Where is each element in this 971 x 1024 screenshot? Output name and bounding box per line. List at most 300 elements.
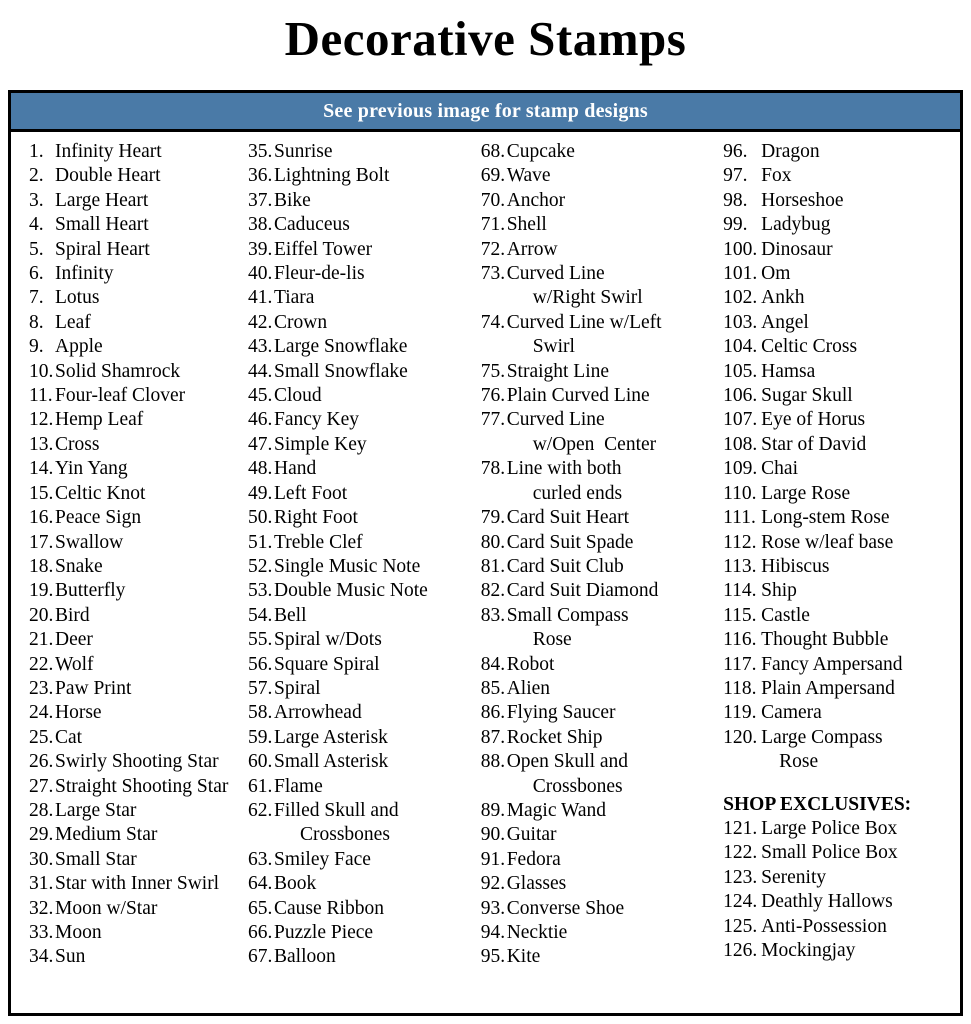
list-item-number: 3. [29, 189, 44, 211]
list-item-label: Large Police Box [761, 817, 898, 839]
list-frame [8, 90, 963, 1016]
list-item-label: Thought Bubble [761, 629, 889, 651]
list-item [481, 921, 723, 945]
list-item-number: 13. [29, 433, 54, 455]
list-item-label: Cloud [274, 385, 322, 407]
list-item-number: 56. [248, 653, 273, 675]
list-item [481, 701, 723, 725]
list-item-label: Bell [274, 604, 307, 626]
list-item [29, 531, 248, 555]
list-item-label: Spiral Heart [55, 238, 150, 260]
list-item-number: 49. [248, 482, 273, 504]
list-item [723, 360, 950, 384]
list-item-label: Leaf [55, 311, 91, 333]
list-item [481, 799, 723, 823]
list-item-label: Paw Print [55, 677, 132, 699]
list-item-label: Large Snowflake [274, 336, 408, 358]
list-item-label: Card Suit Club [506, 555, 624, 577]
list-item-number: 34. [29, 946, 54, 968]
list-item [248, 311, 481, 335]
list-item [723, 653, 950, 677]
list-item-label: Smiley Face [274, 848, 371, 870]
list-item-number: 69. [480, 165, 506, 187]
list-item-label: Balloon [274, 946, 336, 968]
list-item-number: 6. [29, 263, 44, 285]
list-item-number: 54. [248, 604, 273, 626]
list-item-number: 15. [29, 482, 54, 504]
list-item-number: 20. [29, 604, 54, 626]
list-item [481, 531, 723, 555]
list-item [29, 799, 248, 823]
column-1 [21, 140, 248, 970]
list-item [248, 726, 481, 750]
list-item-label: Book [274, 873, 317, 895]
list-item-number: 109. [723, 458, 758, 480]
list-item-number: 18. [29, 555, 54, 577]
list-item [723, 433, 950, 457]
list-item-number: 16. [29, 507, 54, 529]
list-item [29, 921, 248, 945]
list-item-number: 19. [29, 580, 54, 602]
list-item [248, 628, 481, 652]
list-item-number: 96. [723, 141, 748, 162]
list-item-label: Serenity [761, 866, 827, 888]
list-item [248, 286, 481, 310]
list-item-number: 64. [248, 873, 273, 895]
list-item [29, 213, 248, 237]
list-item-number: 7. [29, 287, 44, 309]
list-item-label: Rocket Ship [506, 726, 603, 748]
list-item-label: Spiral [274, 677, 321, 699]
list-item-label: Wave [506, 165, 551, 187]
list-item-number: 92. [480, 873, 506, 895]
list-item-label: Long-stem Rose [761, 507, 890, 529]
list-item [481, 653, 723, 677]
list-item [29, 164, 248, 188]
list-item-label: Puzzle Piece [274, 922, 374, 943]
list-item-label: Ship [761, 580, 797, 602]
column-4 [723, 140, 950, 963]
list-item-label: Apple [55, 336, 103, 358]
list-item-label-continued: Swirl [532, 336, 575, 358]
list-item-label: Horse [55, 702, 102, 724]
list-item-label: Caduceus [274, 214, 350, 236]
list-item-label: Ladybug [761, 214, 831, 236]
list-item-number: 42. [248, 311, 273, 333]
list-item-label: Straight Line [506, 360, 610, 382]
list-item-label: Magic Wand [506, 799, 607, 821]
list-item-label: Converse Shoe [506, 897, 625, 919]
list-item-number: 77. [480, 409, 506, 431]
list-item [481, 848, 723, 872]
list-item [248, 506, 481, 530]
list-item-number: 115. [723, 604, 757, 626]
list-item-label: Hand [274, 458, 317, 480]
list-item-label: Moon [55, 922, 102, 943]
list-item-label: Bike [274, 189, 311, 211]
list-item-label: Four-leaf Clover [55, 385, 186, 407]
list-item-label-continued: Crossbones [300, 824, 390, 846]
list-item [481, 262, 723, 311]
list-item [248, 897, 481, 921]
list-item [481, 408, 723, 457]
list-item-label: Fedora [506, 848, 561, 870]
list-item-number: 36. [248, 165, 273, 187]
list-item-number: 17. [29, 531, 54, 553]
list-item-number: 98. [723, 189, 748, 211]
list-item-number: 35. [248, 141, 273, 162]
list-item-number: 70. [480, 189, 506, 211]
list-item [248, 775, 481, 799]
list-item [248, 433, 481, 457]
list-item-number: 45. [248, 385, 273, 407]
list-item-number: 89. [480, 799, 506, 821]
list-item-number: 2. [29, 165, 44, 187]
list-item [248, 555, 481, 579]
list-item-label: Plain Ampersand [761, 677, 895, 699]
list-item [723, 213, 950, 237]
list-item [723, 262, 950, 286]
list-item-label: Anchor [506, 189, 566, 211]
list-item-number: 29. [29, 824, 54, 846]
list-item-label: Simple Key [274, 433, 367, 455]
list-item-number: 117. [723, 653, 757, 675]
list-item-label: Large Heart [55, 189, 149, 211]
list-item [29, 238, 248, 262]
list-item-number: 87. [480, 726, 506, 748]
list-item [29, 384, 248, 408]
list-item-number: 111. [723, 507, 756, 529]
list-item-number: 47. [248, 433, 273, 455]
list-item-label: Hamsa [761, 360, 816, 382]
section-heading: SHOP EXCLUSIVES: [723, 793, 912, 815]
list-item-number: 52. [248, 555, 273, 577]
list-item [723, 604, 950, 628]
list-item-number: 62. [248, 799, 273, 821]
list-item-label: Lightning Bolt [274, 165, 390, 187]
list-item-label: Filled Skull and [274, 799, 399, 821]
list-item-label: Anti-Possession [761, 915, 887, 937]
list-item [481, 506, 723, 530]
list-item [723, 841, 950, 865]
list-item [29, 506, 248, 530]
list-item-number: 22. [29, 653, 54, 675]
list-item-label: Small Star [55, 848, 137, 870]
list-item-number: 116. [723, 629, 757, 651]
list-item-label: Kite [506, 946, 541, 968]
list-item-label: Hibiscus [761, 555, 830, 577]
list-item-number: 31. [29, 873, 54, 895]
list-item-number: 37. [248, 189, 273, 211]
list-item-label: Star of David [761, 433, 867, 455]
list-item-label: Robot [506, 653, 555, 675]
list-item-number: 26. [29, 751, 54, 773]
list-item [481, 579, 723, 603]
list-item-label: Flying Saucer [506, 702, 616, 724]
list-item-label: Ankh [761, 287, 805, 309]
list-item-number: 8. [29, 311, 44, 333]
list-item-label: Dinosaur [761, 238, 833, 260]
list-item-label: Guitar [506, 824, 557, 846]
list-item-number: 97. [723, 165, 748, 187]
list-item [29, 555, 248, 579]
list-item [723, 164, 950, 188]
list-item-number: 24. [29, 702, 54, 724]
list-item [723, 335, 950, 359]
list-item-number: 100. [723, 238, 758, 260]
list-item [481, 945, 723, 969]
list-item-number: 74. [480, 311, 506, 333]
list-item-number: 11. [29, 385, 53, 407]
list-item-label: Arrowhead [274, 702, 362, 724]
list-item [29, 701, 248, 725]
list-item [248, 848, 481, 872]
list-item [481, 164, 723, 188]
list-item [723, 506, 950, 530]
list-item-label: Star with Inner Swirl [55, 873, 220, 895]
list-item-number: 75. [480, 360, 506, 382]
list-item [481, 311, 723, 360]
list-item-label: Swallow [55, 531, 124, 553]
list-item-number: 50. [248, 507, 273, 529]
list-item-label: Lotus [55, 287, 100, 309]
list-item [248, 408, 481, 432]
list-item-label: Flame [274, 775, 323, 797]
list-item [248, 799, 481, 848]
list-item-number: 46. [248, 409, 273, 431]
list-item-label: Glasses [506, 873, 567, 895]
list-item [481, 140, 723, 164]
list-item-number: 112. [723, 531, 757, 553]
column-3 [481, 140, 723, 970]
list-item-label: Castle [761, 604, 810, 626]
list-item [723, 890, 950, 914]
list-item [29, 945, 248, 969]
list-item [248, 701, 481, 725]
list-item-label: Eiffel Tower [274, 238, 373, 260]
list-item-label: Right Foot [274, 507, 358, 529]
list-item [29, 653, 248, 677]
list-item-number: 48. [248, 458, 273, 480]
list-item-number: 67. [248, 946, 273, 968]
list-item-label: Sugar Skull [761, 385, 853, 407]
list-item [248, 238, 481, 262]
list-item-label: Spiral w/Dots [274, 629, 382, 651]
list-item-number: 28. [29, 799, 54, 821]
list-item-label: Small Snowflake [274, 360, 408, 382]
list-item-number: 121. [723, 817, 758, 839]
list-item-label: Deathly Hallows [761, 891, 893, 913]
list-item [248, 677, 481, 701]
list-item-label: Mockingjay [761, 940, 856, 961]
list-item [248, 750, 481, 774]
list-item [29, 482, 248, 506]
list-item [248, 164, 481, 188]
list-item [481, 555, 723, 579]
list-item-number: 14. [29, 458, 54, 480]
list-item-number: 68. [480, 141, 506, 162]
list-item-number: 66. [248, 922, 273, 943]
list-item [29, 408, 248, 432]
list-item [723, 311, 950, 335]
list-item-number: 91. [480, 848, 506, 870]
list-item [481, 604, 723, 653]
list-item-number: 23. [29, 677, 54, 699]
list-item-label: Deer [55, 629, 93, 651]
list-item [248, 653, 481, 677]
list-item-label: Solid Shamrock [55, 360, 181, 382]
list-item [481, 360, 723, 384]
list-item-label: Curved Line w/Left [506, 311, 662, 333]
list-item-number: 126. [723, 940, 758, 961]
list-item [248, 189, 481, 213]
list-item [248, 872, 481, 896]
list-item [29, 604, 248, 628]
list-item [481, 457, 723, 506]
list-item-label: Small Heart [55, 214, 149, 236]
list-item-number: 122. [723, 842, 758, 864]
list-item-number: 102. [723, 287, 758, 309]
list-item [723, 286, 950, 310]
list-item-number: 60. [248, 751, 273, 773]
list-item [29, 775, 248, 799]
list-item-label: Large Asterisk [274, 726, 388, 748]
list-item-number: 123. [723, 866, 758, 888]
list-item-number: 104. [723, 336, 758, 358]
list-item-number: 73. [480, 263, 506, 285]
list-item-label: Double Heart [55, 165, 161, 187]
list-item [29, 750, 248, 774]
list-item-label: Eye of Horus [761, 409, 866, 431]
list-item [29, 457, 248, 481]
list-item-label: Small Compass [506, 604, 629, 626]
list-item [723, 140, 950, 164]
list-item [481, 384, 723, 408]
list-item-label: Small Police Box [761, 842, 898, 864]
list-item-number: 27. [29, 775, 54, 797]
list-item [481, 823, 723, 847]
list-item [248, 945, 481, 969]
list-item-number: 72. [480, 238, 506, 260]
list-item [248, 579, 481, 603]
list-item-label: Card Suit Heart [506, 507, 630, 529]
list-item-number: 93. [480, 897, 506, 919]
list-item [723, 628, 950, 652]
list-item [481, 750, 723, 799]
list-item-label: Straight Shooting Star [55, 775, 229, 797]
list-item-number: 21. [29, 629, 54, 651]
list-item-label: Curved Line [506, 263, 605, 285]
list-item [481, 677, 723, 701]
list-item-label: Om [761, 263, 791, 285]
list-item [723, 579, 950, 603]
list-item [723, 677, 950, 701]
list-item-number: 103. [723, 311, 758, 333]
banner [11, 93, 960, 132]
list-item-label: Square Spiral [274, 653, 380, 675]
list-item-number: 108. [723, 433, 758, 455]
list-item [29, 872, 248, 896]
column-2 [248, 140, 481, 970]
list-item-label: Swirly Shooting Star [55, 751, 219, 773]
list-item [723, 555, 950, 579]
list-item-label: Snake [55, 555, 103, 577]
list-item [29, 726, 248, 750]
list-item-label: Plain Curved Line [506, 385, 650, 407]
list-item [723, 238, 950, 262]
page-title: Decorative Stamps [284, 11, 687, 66]
list-item-label: Shell [506, 214, 547, 236]
list-item-number: 25. [29, 726, 54, 748]
list-item-number: 30. [29, 848, 54, 870]
list-item-number: 85. [480, 677, 506, 699]
list-item-label: Large Star [55, 799, 137, 821]
list-item-label-continued: w/Right Swirl [532, 287, 643, 309]
list-item-label: Yin Yang [55, 458, 128, 480]
list-item-number: 99. [723, 214, 748, 236]
list-item-label: Bird [55, 604, 90, 626]
list-item-number: 101. [723, 263, 758, 285]
list-item-number: 79. [480, 507, 506, 529]
list-item-label: Butterfly [55, 580, 126, 602]
list-item [29, 335, 248, 359]
list-item-number: 1. [29, 141, 44, 162]
list-item-number: 125. [723, 915, 758, 937]
list-item-label: Cupcake [506, 141, 575, 162]
list-item-label: Peace Sign [55, 507, 142, 529]
list-item-label: Chai [761, 458, 798, 480]
list-columns [11, 132, 960, 976]
list-item-label: Cause Ribbon [274, 897, 384, 919]
list-item [723, 817, 950, 841]
list-item-label: Card Suit Diamond [506, 580, 659, 602]
list-item-number: 119. [723, 702, 757, 724]
list-item [248, 457, 481, 481]
list-item-label: Wolf [55, 653, 94, 675]
list-item-number: 38. [248, 214, 273, 236]
list-item-label: Treble Clef [274, 531, 363, 553]
list-item-label: Single Music Note [274, 555, 421, 577]
list-item [248, 482, 481, 506]
list-item-number: 83. [480, 604, 506, 626]
list-item [481, 726, 723, 750]
list-item-number: 76. [480, 385, 506, 407]
list-item [723, 915, 950, 939]
list-item-label-continued: w/Open Center [532, 433, 657, 455]
list-item-label: Double Music Note [274, 580, 428, 602]
list-item-number: 44. [248, 360, 273, 382]
list-item-label: Cross [55, 433, 100, 455]
list-item-number: 94. [480, 922, 506, 943]
list-item [248, 213, 481, 237]
list-item [723, 189, 950, 213]
list-item-number: 39. [248, 238, 273, 260]
list-item-number: 10. [29, 360, 54, 382]
list-item-label: Cat [55, 726, 83, 748]
list-item-label: Celtic Cross [761, 336, 858, 358]
list-item-number: 58. [248, 702, 273, 724]
list-item-label: Moon w/Star [55, 897, 158, 919]
list-item-label: Fox [761, 165, 792, 187]
list-item-number: 90. [480, 824, 506, 846]
list-item [29, 262, 248, 286]
list-item-label-continued: Rose [532, 629, 572, 651]
list-item-number: 5. [29, 238, 44, 260]
list-item-number: 57. [248, 677, 273, 699]
list-item [29, 848, 248, 872]
list-item-label: Alien [506, 677, 551, 699]
list-item [248, 531, 481, 555]
